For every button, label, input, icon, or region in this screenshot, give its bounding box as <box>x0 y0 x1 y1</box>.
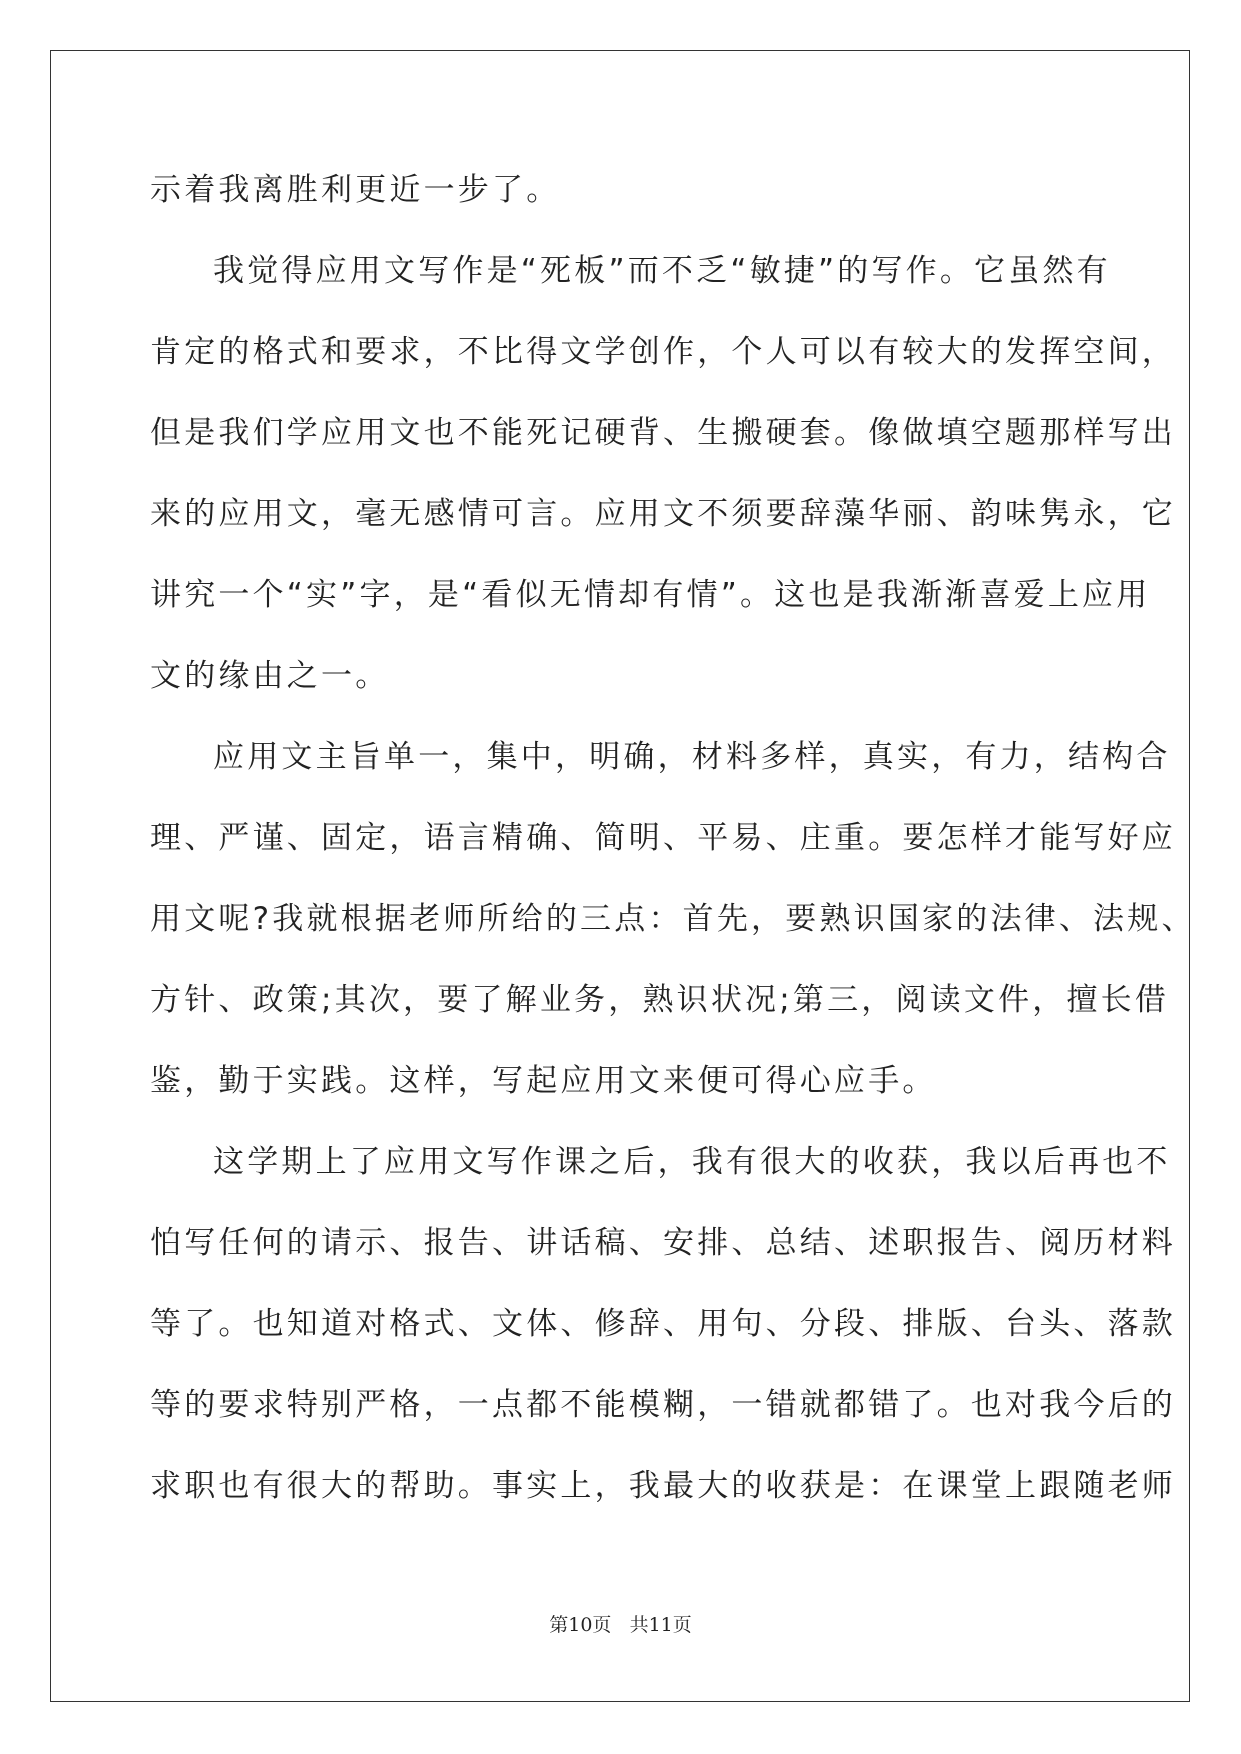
text-line-6: 讲究一个“实”字，是“看似无情却有情”。这也是我渐渐喜爱上应用 <box>150 577 1151 613</box>
text-line-8: 应用文主旨单一，集中，明确，材料多样，真实，有力，结构合 <box>213 739 1171 775</box>
page-number: 第10页 <box>549 1614 612 1636</box>
text-line-2: 我觉得应用文写作是“死板”而不乏“敏捷”的写作。它虽然有 <box>213 253 1111 289</box>
text-line-15: 等了。也知道对格式、文体、修辞、用句、分段、排版、台头、落款 <box>150 1306 1176 1342</box>
text-line-11: 方针、政策;其次，要了解业务，熟识状况;第三，阅读文件，擅长借 <box>150 982 1170 1018</box>
text-line-3: 肯定的格式和要求，不比得文学创作，个人可以有较大的发挥空间， <box>150 334 1176 370</box>
text-line-14: 怕写任何的请示、报告、讲话稿、安排、总结、述职报告、阅历材料 <box>150 1225 1176 1261</box>
text-line-4: 但是我们学应用文也不能死记硬背、生搬硬套。像做填空题那样写出 <box>150 415 1176 451</box>
text-line-5: 来的应用文，毫无感情可言。应用文不须要辞藻华丽、韵味隽永，它 <box>150 496 1176 532</box>
page-total: 共11页 <box>629 1614 692 1636</box>
text-line-17: 求职也有很大的帮助。事实上，我最大的收获是：在课堂上跟随老师 <box>150 1468 1176 1504</box>
text-line-12: 鉴，勤于实践。这样，写起应用文来便可得心应手。 <box>150 1063 937 1099</box>
text-line-16: 等的要求特别严格，一点都不能模糊，一错就都错了。也对我今后的 <box>150 1387 1176 1423</box>
page-footer <box>0 1610 1241 1637</box>
text-line-9: 理、严谨、固定，语言精确、简明、平易、庄重。要怎样才能写好应 <box>150 820 1176 856</box>
text-line-13: 这学期上了应用文写作课之后，我有很大的收获，我以后再也不 <box>213 1144 1171 1180</box>
text-line-1: 示着我离胜利更近一步了。 <box>150 172 561 208</box>
text-line-7: 文的缘由之一。 <box>150 658 390 694</box>
document-body <box>150 150 1196 1527</box>
text-line-10: 用文呢?我就根据老师所给的三点：首先，要熟识国家的法律、法规、 <box>150 901 1196 937</box>
